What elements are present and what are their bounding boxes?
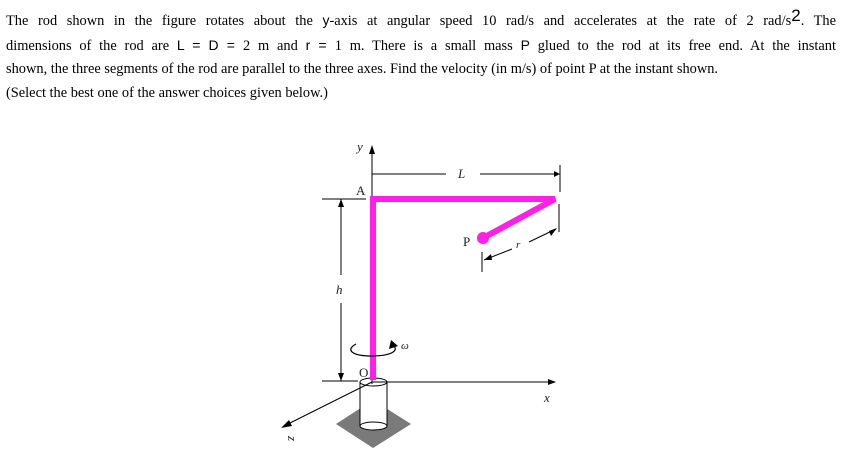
z-axis-arrowhead [281,420,292,428]
cylinder-bottom [360,422,387,430]
problem-text: 2 m and [243,37,306,54]
r-arrow-upper [549,228,557,236]
rod [373,199,555,380]
problem-line-3: shown, the three segments of the rod are parallel to the three axes. Find the velocity (in m/s) of point P at the instant shown. [6,61,719,77]
label-a: A [356,183,366,198]
label-x: x [544,390,550,405]
mass-p [477,232,489,244]
var-y: y [322,12,330,28]
r-arrow-lower [484,254,492,260]
problem-text: dimensions of the rod are [6,37,177,54]
problem-text: -axis at angular speed 10 rad/s and accelerates at the rate of 2 rad/s [329,13,792,29]
label-h: h [336,282,343,297]
label-y: y [357,139,363,154]
base-cylinder [360,382,387,426]
h-arrow-bottom [338,373,344,381]
problem-text: 1 m. There is a small mass [334,37,521,54]
label-z: z [285,436,300,442]
problem-line-4: (Select the best one of the answer choices given below.) [6,84,328,101]
label-p: P [463,234,471,249]
label-omega: ω [401,340,409,352]
var-p: P [520,36,530,53]
x-axis-arrowhead [548,379,556,385]
h-arrow-top [338,199,344,207]
l-arrow-right [554,171,560,177]
y-axis-arrowhead [369,145,375,154]
problem-text: . The [800,13,836,29]
problem-text: glued to the rod at its free end. At the instant [529,37,836,54]
label-r: r [516,239,521,251]
label-o: O [359,365,369,380]
exponent: 2 [791,6,801,25]
var-dims: L = D = [176,36,244,53]
problem-text: The rod shown in the figure rotates about the [6,13,323,29]
rotation-arrowhead [389,340,398,349]
var-r: r = [305,36,335,53]
label-l: L [458,166,466,181]
